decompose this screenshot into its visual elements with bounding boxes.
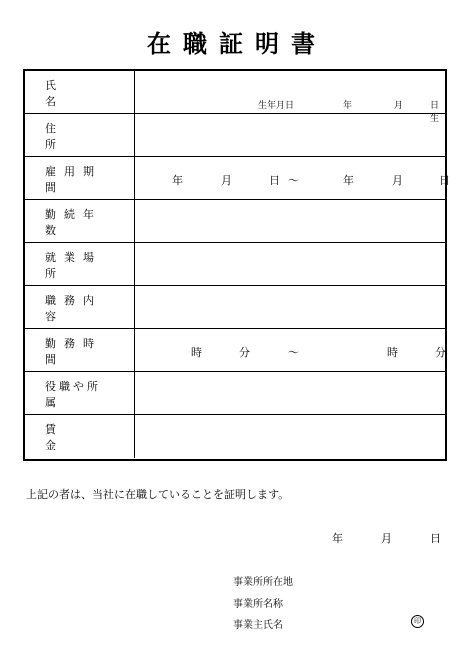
issue-year: 年 [332, 532, 343, 545]
birth-prefix: 生年月日 [258, 101, 295, 111]
label-text: 住所 [45, 121, 98, 151]
label-text: 雇用期間 [45, 164, 102, 194]
row-years-of-service [25, 200, 445, 243]
period-tilde: ～ [288, 174, 299, 187]
row-wage [25, 415, 445, 458]
label-text: 就業場所 [45, 250, 102, 280]
label-wage [25, 415, 135, 458]
birth-year: 年 [343, 101, 353, 111]
document-title: 在職証明書 [147, 30, 327, 58]
label-employment-period [25, 157, 135, 200]
row-address [25, 114, 445, 157]
period-month1: 月 [221, 174, 232, 187]
business-name-label: 事業所名称 [233, 599, 283, 610]
business-address-label: 事業所所在地 [233, 577, 293, 588]
hours-hour1: 時 [191, 346, 202, 359]
birth-month: 月 [394, 101, 404, 111]
period-day1: 日 [269, 174, 280, 187]
label-workplace [25, 243, 135, 286]
seal-mark: 印 [411, 615, 424, 628]
label-address [25, 114, 135, 157]
hours-hour2: 時 [387, 346, 398, 359]
label-text: 役職や所属 [45, 379, 101, 409]
period-day2: 日 [439, 174, 450, 187]
certification-statement: 上記の者は、当社に在職していることを証明します。 [26, 488, 290, 501]
label-text: 氏名 [45, 78, 98, 108]
label-working-hours [25, 329, 135, 372]
period-month2: 月 [392, 174, 403, 187]
certificate-form [23, 69, 450, 461]
row-working-hours [25, 329, 445, 372]
row-workplace [25, 243, 445, 286]
row-position [25, 372, 445, 415]
period-year1: 年 [172, 174, 183, 187]
business-owner-label: 事業主氏名 [233, 620, 283, 631]
label-name [25, 71, 135, 114]
birth-day: 日生 [430, 101, 440, 124]
label-years-of-service [25, 200, 135, 243]
period-year2: 年 [343, 174, 354, 187]
issue-day: 日 [430, 532, 441, 545]
label-text: 賃金 [45, 422, 98, 452]
label-position [25, 372, 135, 415]
label-text: 職務内容 [45, 293, 102, 323]
row-employment-period [25, 157, 450, 200]
hours-min1: 分 [239, 346, 250, 359]
label-text: 勤続年数 [45, 207, 102, 237]
row-job-description [25, 286, 445, 329]
hours-tilde: ～ [288, 346, 299, 359]
row-name [25, 71, 445, 124]
hours-min2: 分 [435, 346, 446, 359]
label-text: 勤務時間 [45, 336, 102, 366]
label-job-description [25, 286, 135, 329]
issue-month: 月 [381, 532, 392, 545]
